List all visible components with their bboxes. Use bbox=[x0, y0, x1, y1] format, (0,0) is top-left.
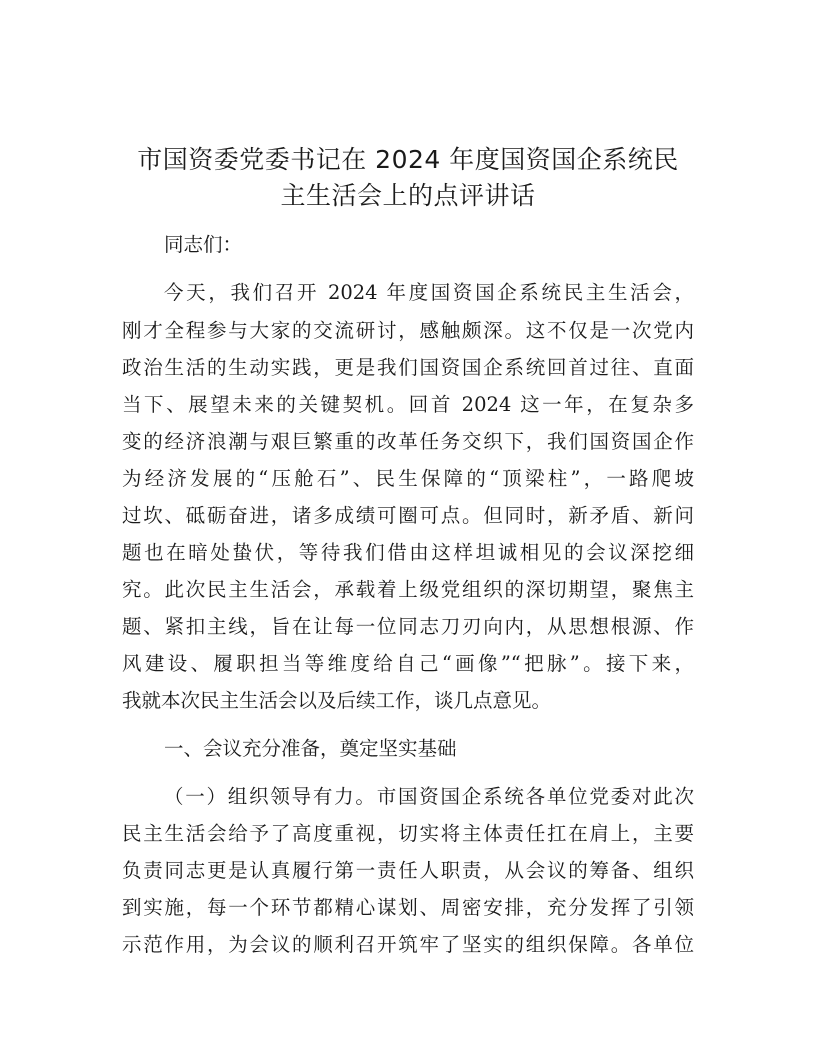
paragraph-line: 民主生活会给予了高度重视，切实将主体责任扛在肩上，主要 bbox=[122, 822, 694, 845]
paragraph-line: 风建设、履职担当等维度给自己“画像”“把脉”。接下来， bbox=[122, 652, 694, 675]
section-heading: 一、会议充分准备，奠定坚实基础 bbox=[164, 737, 457, 760]
title-line: 市国资委党委书记在 2024 年度国资国企系统民 bbox=[137, 145, 679, 174]
paragraph-line: 到实施，每一个环节都精心谋划、周密安排，充分发挥了引领 bbox=[122, 896, 694, 919]
paragraph-line: 政治生活的生动实践，更是我们国资国企系统回首过往、直面 bbox=[122, 356, 694, 379]
paragraph-line: 今天，我们召开 2024 年度国资国企系统民主生活会， bbox=[164, 281, 694, 304]
paragraph-line: 当下、展望未来的关键契机。回首 2024 这一年，在复杂多 bbox=[122, 393, 694, 416]
paragraph-line: 究。此次民主生活会，承载着上级党组织的深切期望，聚焦主 bbox=[122, 578, 694, 601]
greeting: 同志们： bbox=[164, 233, 243, 256]
paragraph-line: 题、紧扣主线，旨在让每一位同志刀刃向内，从思想根源、作 bbox=[122, 615, 694, 638]
paragraph-line: 过坎、砥砺奋进，诸多成绩可圈可点。但同时，新矛盾、新问 bbox=[122, 504, 694, 527]
paragraph-line: 题也在暗处蛰伏，等待我们借由这样坦诚相见的会议深挖细 bbox=[122, 541, 694, 564]
document-title bbox=[108, 142, 708, 214]
paragraph-line: 负责同志更是认真履行第一责任人职责，从会议的筹备、组织 bbox=[122, 859, 694, 882]
paragraph-line: 我就本次民主生活会以及后续工作，谈几点意见。 bbox=[122, 689, 552, 712]
paragraph-line: 变的经济浪潮与艰巨繁重的改革任务交织下，我们国资国企作 bbox=[122, 430, 694, 453]
paragraph-line: 示范作用，为会议的顺利召开筑牢了坚实的组织保障。各单位 bbox=[122, 933, 694, 956]
paragraph-line: 刚才全程参与大家的交流研讨，感触颇深。这不仅是一次党内 bbox=[122, 319, 694, 342]
paragraph-line: 为经济发展的“压舱石”、民生保障的“顶梁柱”，一路爬坡 bbox=[122, 467, 694, 490]
paragraph-line: （一）组织领导有力。市国资国企系统各单位党委对此次 bbox=[164, 785, 694, 808]
title-line: 主生活会上的点评讲话 bbox=[280, 181, 536, 210]
